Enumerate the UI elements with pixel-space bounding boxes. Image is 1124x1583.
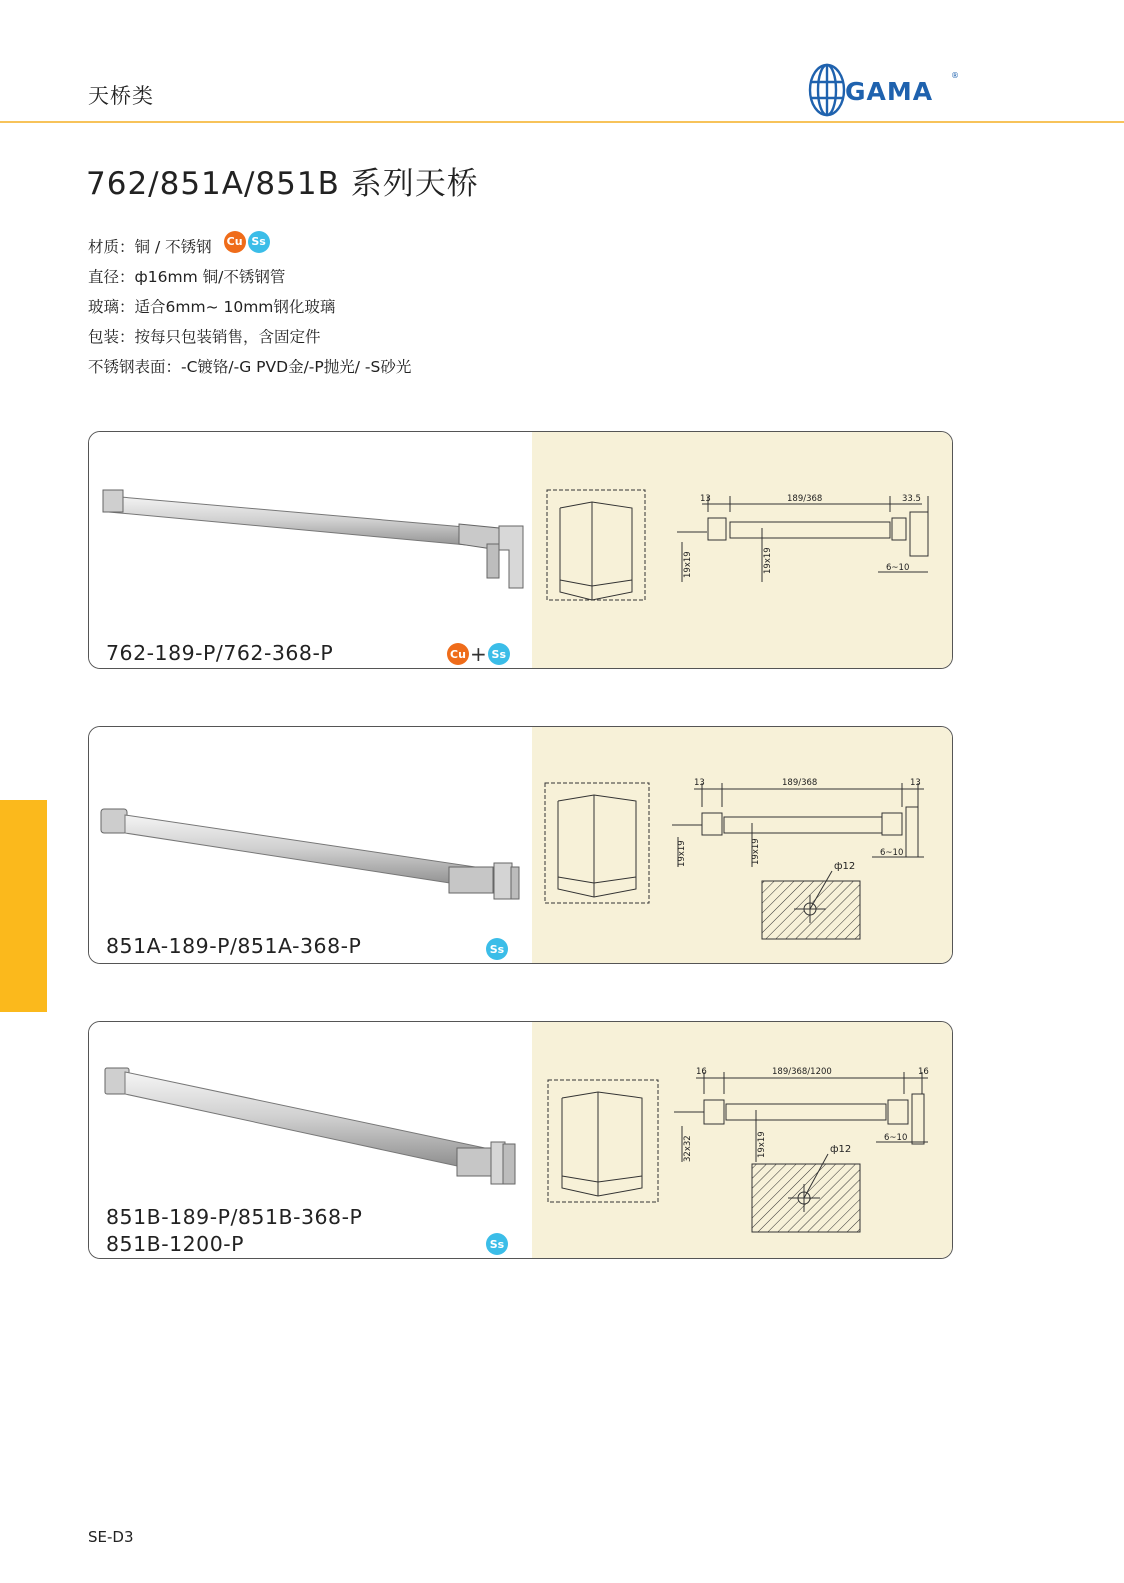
spec-list — [88, 232, 411, 382]
spec-packing — [88, 322, 411, 352]
spec-label: 玻璃： — [88, 298, 135, 316]
dim-label: 189/368 — [787, 494, 823, 504]
product-card-851b — [88, 1021, 953, 1259]
model-number — [106, 640, 333, 667]
stainless-badge: Ss — [248, 231, 270, 253]
model-line: 762-189-P/762-368-P — [106, 641, 334, 665]
stainless-badge: Ss — [486, 938, 508, 960]
plus-sign: + — [470, 642, 487, 666]
model-number — [106, 1204, 362, 1258]
section-side-tab — [0, 800, 47, 1012]
dim-label: 189/368 — [782, 778, 818, 788]
model-line: 851B-189-P/851B-368-P — [106, 1205, 363, 1229]
model-line: 851B-1200-P — [106, 1232, 245, 1256]
spec-value: 铜 / 不锈钢 — [134, 238, 212, 256]
stainless-badge: Ss — [486, 1233, 508, 1255]
stabilizer-bar-image — [89, 727, 532, 964]
spec-label: 包装： — [88, 328, 135, 346]
category-title: 天桥类 — [88, 84, 154, 108]
dim-label: 6~10 — [886, 563, 910, 573]
page-title: 762/851A/851B 系列天桥 — [86, 166, 479, 202]
product-photo — [89, 432, 532, 668]
gama-logo — [805, 62, 965, 118]
dimension-drawing — [532, 432, 953, 669]
spec-glass — [88, 292, 411, 322]
dim-label: 33.5 — [902, 494, 921, 504]
dim-label: 19x19 — [683, 551, 693, 578]
svg-text:®: ® — [951, 71, 959, 80]
material-badges — [447, 643, 510, 665]
copper-badge: Cu — [224, 231, 246, 253]
dim-label: 13 — [910, 778, 921, 788]
product-photo — [89, 1022, 532, 1258]
dim-label: ф12 — [830, 1144, 852, 1155]
dim-label: 13 — [700, 494, 711, 504]
dim-label: 189/368/1200 — [772, 1067, 832, 1077]
spec-value: -C镀铬/-G PVD金/-P抛光/ -S砂光 — [181, 358, 412, 376]
dim-label: 19x19 — [757, 1131, 767, 1158]
copper-badge: Cu — [447, 643, 469, 665]
spec-label: 直径： — [88, 268, 135, 286]
material-badges — [224, 231, 270, 253]
spec-finish — [88, 352, 411, 382]
spec-label: 材质： — [88, 238, 135, 256]
dim-label: 19x19 — [763, 547, 773, 574]
dim-label: 13 — [694, 778, 705, 788]
product-card-762 — [88, 431, 953, 669]
spec-material — [88, 232, 411, 262]
model-number — [106, 933, 361, 960]
technical-drawing — [532, 727, 952, 963]
header-rule — [0, 121, 1124, 123]
technical-drawing — [532, 1022, 952, 1258]
material-badges — [486, 1233, 508, 1255]
material-badges — [486, 938, 508, 960]
dim-label: 19x19 — [677, 840, 687, 867]
dimension-drawing — [532, 1022, 953, 1259]
dim-label: 6~10 — [880, 848, 904, 858]
model-line: 851A-189-P/851A-368-P — [106, 934, 362, 958]
spec-value: 适合6mm~ 10mm钢化玻璃 — [134, 298, 336, 316]
dim-label: 32x32 — [683, 1135, 693, 1162]
dim-label: 19x19 — [751, 838, 761, 865]
dim-label: 16 — [918, 1067, 929, 1077]
dim-label: 16 — [696, 1067, 707, 1077]
dim-label: 6~10 — [884, 1133, 908, 1143]
spec-diameter — [88, 262, 411, 292]
spec-value: 按每只包装销售，含固定件 — [134, 328, 321, 346]
spec-value: ф16mm 铜/不锈钢管 — [134, 268, 286, 286]
stainless-badge: Ss — [488, 643, 510, 665]
product-photo — [89, 727, 532, 963]
technical-drawing — [532, 432, 952, 668]
page-code: SE-D3 — [88, 1528, 134, 1546]
stabilizer-bar-image — [89, 432, 532, 669]
spec-label: 不锈钢表面： — [88, 358, 182, 376]
dim-label: ф12 — [834, 861, 856, 872]
product-card-851a — [88, 726, 953, 964]
logo-wordmark: GAMA — [845, 77, 934, 106]
dimension-drawing — [532, 727, 953, 964]
